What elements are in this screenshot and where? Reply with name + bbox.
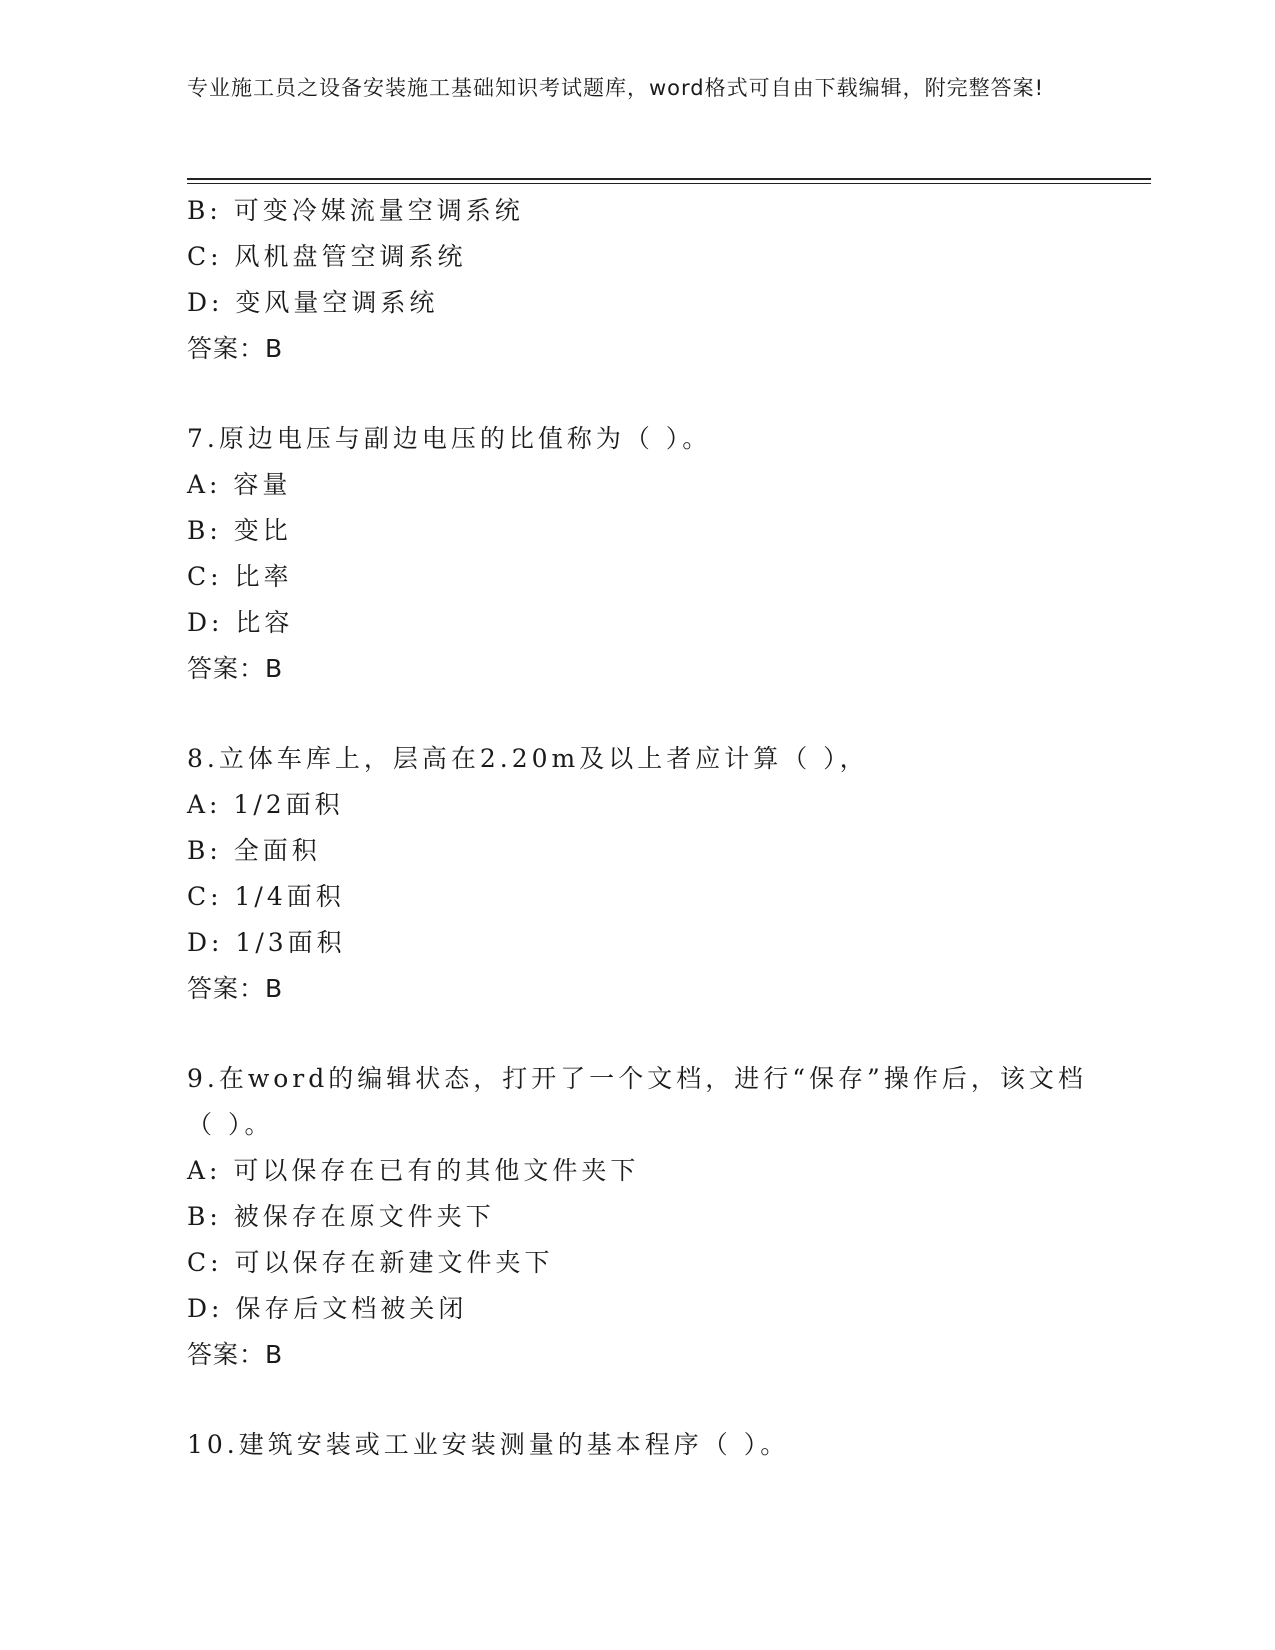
- question-block-7: [187, 416, 1087, 692]
- option-b: B: 全面积: [187, 836, 321, 865]
- document-header: 专业施工员之设备安装施工基础知识考试题库，word格式可自由下载编辑，附完整答案!: [187, 76, 1045, 100]
- spacer: [187, 1012, 1087, 1056]
- option-a: A: 1/2面积: [187, 790, 344, 819]
- option-a: A: 可以保存在已有的其他文件夹下: [187, 1156, 640, 1185]
- option-d: D: 1/3面积: [187, 928, 346, 957]
- spacer: [187, 692, 1087, 736]
- answer-line: 答案：B: [187, 334, 284, 363]
- question-list: [187, 188, 1087, 1468]
- option-c: C: 可以保存在新建文件夹下: [187, 1248, 554, 1277]
- option-c: C: 1/4面积: [187, 882, 345, 911]
- option-c: C: 风机盘管空调系统: [187, 242, 467, 271]
- option-d: D: 比容: [187, 608, 294, 637]
- option-b: B: 被保存在原文件夹下: [187, 1202, 495, 1231]
- question-block-9: [187, 1056, 1087, 1378]
- header-rule-thin: [187, 183, 1151, 184]
- answer-line: 答案：B: [187, 654, 284, 683]
- question-block-8: [187, 736, 1087, 1012]
- answer-line: 答案：B: [187, 1340, 284, 1369]
- question-block-10: [187, 1422, 1087, 1468]
- option-c: C: 比率: [187, 562, 293, 591]
- spacer: [187, 1378, 1087, 1422]
- option-d: D: 保存后文档被关闭: [187, 1294, 468, 1323]
- question-stem: 8.立体车库上，层高在2.20m及以上者应计算（ ），: [187, 744, 869, 773]
- option-b: B: 变比: [187, 516, 292, 545]
- question-stem: 10.建筑安装或工业安装测量的基本程序（ ）。: [187, 1430, 790, 1459]
- answer-line: 答案：B: [187, 974, 284, 1003]
- header-rule-thick: [187, 178, 1151, 180]
- option-d: D: 变风量空调系统: [187, 288, 439, 317]
- question-block-6: [187, 188, 1087, 372]
- option-b: B: 可变冷媒流量空调系统: [187, 196, 524, 225]
- spacer: [187, 372, 1087, 416]
- question-stem: 7.原边电压与副边电压的比值称为（ ）。: [187, 424, 712, 453]
- option-a: A: 容量: [187, 470, 292, 499]
- question-stem: 9.在word的编辑状态，打开了一个文档，进行“保存”操作后，该文档（ ）。: [187, 1064, 1087, 1139]
